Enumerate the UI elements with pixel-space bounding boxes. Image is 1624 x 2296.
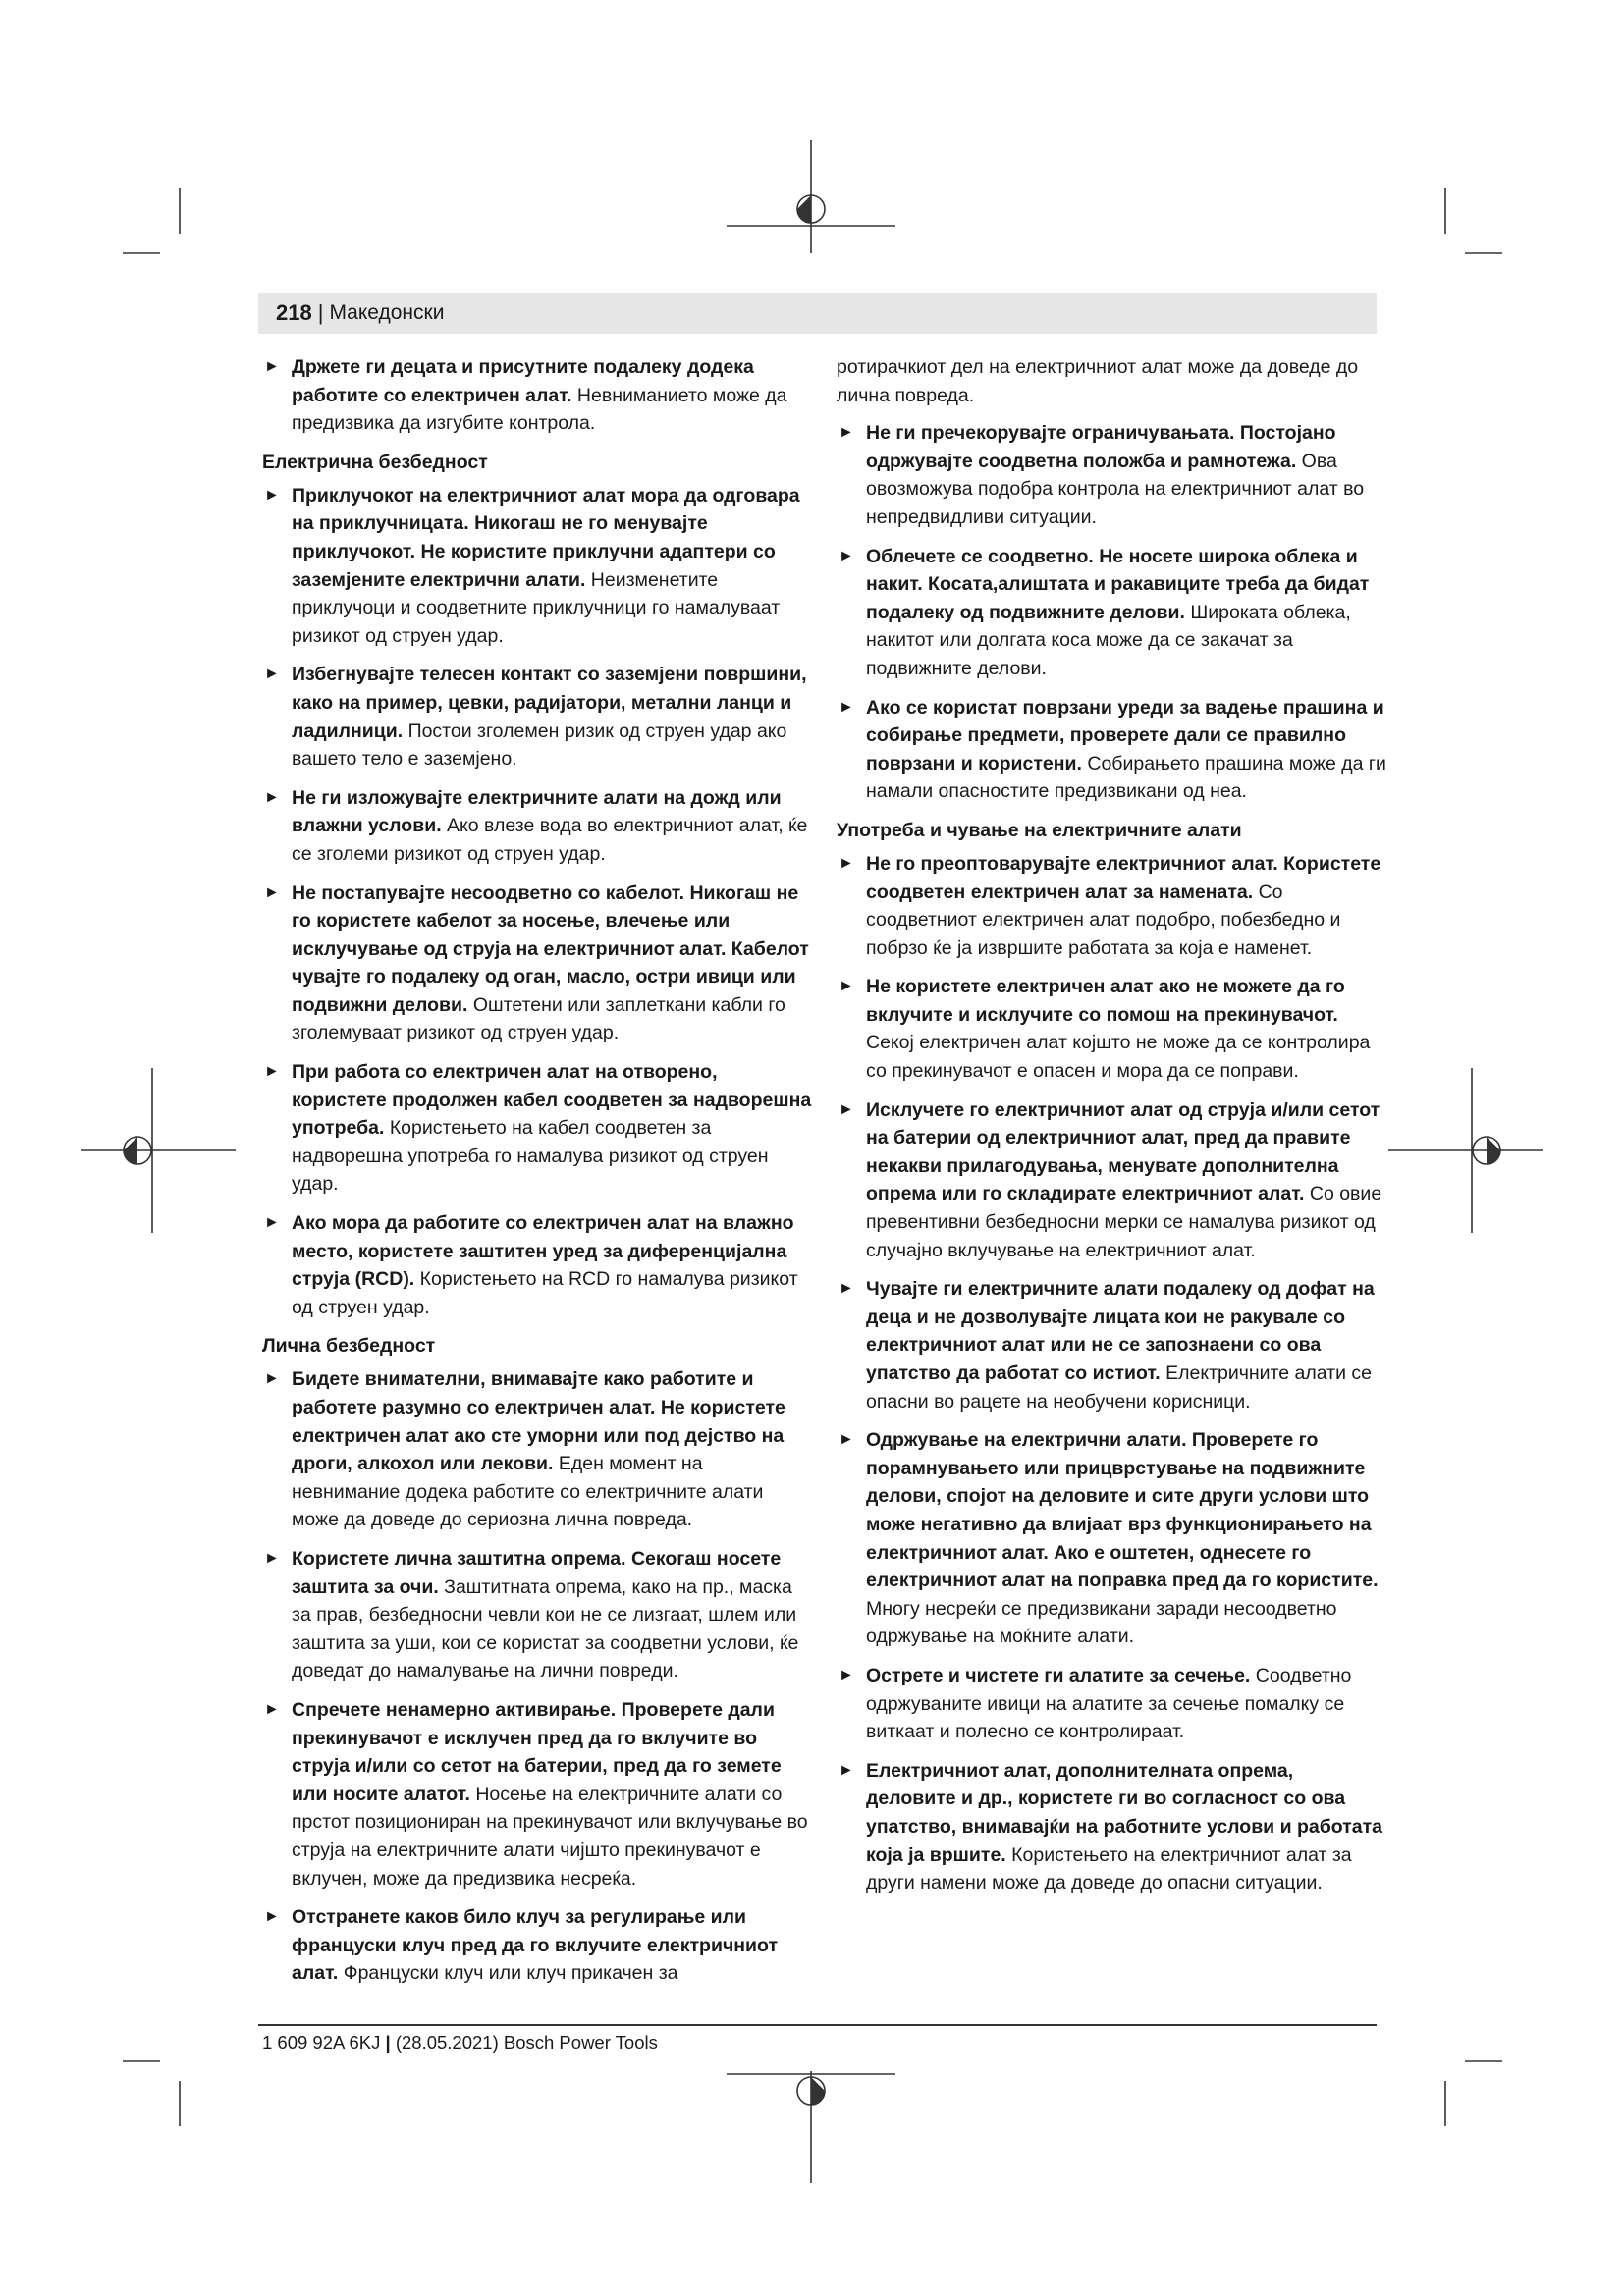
bullet-icon: ► xyxy=(264,1214,280,1232)
bullet-icon: ► xyxy=(839,698,854,716)
bullet-icon: ► xyxy=(264,1370,280,1388)
list-item: ► Спречете ненамерно активирање. Проверете дали прекинувачот е исклучен пред да го вклучите во струја и/или со сетот на батерии, пред да го земете или носите алатот. Носење на електричните алати со прстот позициониран на прекинувачот или вклучување во струја на електричните алати чијшто прекинувачот е вклучен, може да предизвика несреќа. xyxy=(262,1696,812,1893)
list-item: ► Отстранете каков било клуч за регулирање или француски клуч пред да го вклучите електричниот алат. Француски клуч или клуч прикачен за xyxy=(262,1903,812,1988)
list-item: ► Облечете се соодветно. Не носете широка облека и накит. Косата,алиштата и ракавиците треба да бидат подалеку од подвижните делови. Широката облека, накитот или долгата коса може да се закачат за подвижните делови. xyxy=(837,543,1386,683)
section-heading: Употреба и чување на електричните алати xyxy=(837,819,1242,841)
list-item: ► Избегнувајте телесен контакт со заземјени површини, како на пример, цевки, радијатори, метални ланци и ладилници. Постои зголемен ризик од струен удар ако вашето тело е заземјено. xyxy=(262,661,812,773)
list-item: ► Приклучокот на електричниот алат мора да одговара на приклучницата. Никогаш не го менувајте приклучокот. Не користите приклучни адаптери со заземјените електрични алати. Неизменетите приклучоци и соодветните приклучници го намалуваат ризикот од струен удар. xyxy=(262,482,812,651)
list-item: ► Не го преоптоварувајте електричниот алат. Користете соодветен електричен алат за намената. Со соодветниот електричен алат подобро, побезбедно и побрзо ќе ја извршите работата за која е наменет. xyxy=(837,850,1386,962)
footer-code: 1 609 92A 6KJ xyxy=(262,2032,381,2053)
section-heading: Електрична безбедност xyxy=(262,451,488,473)
page-number: 218 xyxy=(276,300,312,325)
footer-date-brand: (28.05.2021) Bosch Power Tools xyxy=(395,2032,658,2053)
list-item: ► Не користете електричен алат ако не можете да го вклучите и исклучите со помош на прекинувачот. Секој електричен алат којшто не може да се контролира со прекинувачот е опасен и мора да се поправи. xyxy=(837,973,1386,1085)
bullet-icon: ► xyxy=(264,358,280,375)
section-heading: Лична безбедност xyxy=(262,1335,436,1358)
list-item: ► Одржување на електрични алати. Проверете го порамнувањето или прицврстување на подвижните делови, спојот на деловите и сите други услови што може негативно да влијаат врз функционирањето на електричниот алат. Ако е оштетен, однесете го електричниот алат на поправка пред да го користите. Многу несреќи се предизвикани заради несоодветно одржување на моќните алати. xyxy=(837,1426,1386,1651)
list-item: ► Исклучете го електричниот алат од струја и/или сетот на батерии од електричниот алат, пред да правите некакви прилагодувања, менувате дополнителна опрема или го складирате електричниот алат. Со овие превентивни безбедносни мерки се намалува ризикот од случајно вклучување на електричниот алат. xyxy=(837,1096,1386,1265)
list-item: ► Ако мора да работите со електричен алат на влажно место, користете заштитен уред за диференцијална струја (RCD). Користењето на RCD го намалува ризикот од струен удар. xyxy=(262,1209,812,1321)
list-item: ► Не ги пречекорувајте ограничувањата. Постојано одржувајте соодветна положба и рамнотежа. Ова овозможува подобра контрола на електричниот алат во непредвидливи ситуации. xyxy=(837,419,1386,531)
bullet-icon: ► xyxy=(264,883,280,901)
page-footer xyxy=(262,2032,658,2054)
list-item: ► Држете ги децата и присутните подалеку додека работите со електричен алат. Невниманието може да предизвика да изгубите контрола. xyxy=(262,353,812,438)
bullet-icon: ► xyxy=(839,854,854,872)
bullet-icon: ► xyxy=(264,1700,280,1718)
bullet-icon: ► xyxy=(264,1549,280,1567)
bullet-icon: ► xyxy=(264,1908,280,1926)
bullet-icon: ► xyxy=(264,666,280,683)
list-item: ► Чувајте ги електричните алати подалеку од дофат на деца и не дозволувајте лицата кои не ракувале со електричниот алат или не се запознаени со ова упатство да работат со истиот. Електричните алати се опасни во рацете на необучени корисници. xyxy=(837,1275,1386,1415)
list-item: ► Користете лична заштитна опрема. Секогаш носете заштита за очи. Заштитната опрема, како на пр., маска за прав, безбедносни чевли кои не се лизгаат, шлем или заштита за уши, кои се користат за соодветни услови, ќе доведат до намалување на лични повреди. xyxy=(262,1545,812,1685)
bullet-icon: ► xyxy=(839,424,854,442)
header-separator: | xyxy=(317,300,324,325)
page-header xyxy=(258,293,1377,334)
list-item: ► Острете и чистете ги алатите за сечење. Соодветно одржуваните ивици на алатите за сечење помалку се виткаат и полесно се контролираат. xyxy=(837,1662,1386,1746)
list-item: ► При работа со електричен алат на отворено, користете продолжен кабел соодветен за надворешна употреба. Користењето на кабел соодветен за надворешна употреба го намалува ризикот од струен удар. xyxy=(262,1058,812,1199)
bullet-icon: ► xyxy=(839,547,854,564)
list-item: ► Не ги изложувајте електричните алати на дожд или влажни услови. Ако влезе вода во електричниот алат, ќе се зголеми ризикот од струен удар. xyxy=(262,784,812,869)
bullet-icon: ► xyxy=(839,1280,854,1298)
bullet-icon: ► xyxy=(839,1100,854,1118)
list-item: ► Бидете внимателни, внимавајте како работите и работете разумно со електричен алат. Не користете електричен алат ако сте уморни или под дејство на дроги, алкохол или лекови. Еден момент на невнимание додека работите со електричните алати може да доведе до сериозна лична повреда. xyxy=(262,1365,812,1534)
list-item: ► Не постапувајте несоодветно со кабелот. Никогаш не го користете кабелот за носење, влечење или исклучување од струја на електричниот алат. Кабелот чувајте го подалеку од оган, масло, остри ивици или подвижни делови. Оштетени или заплеткани кабли го зголемуваат ризикот од струен удар. xyxy=(262,880,812,1048)
bullet-icon: ► xyxy=(839,1431,854,1449)
left-column xyxy=(262,353,812,1999)
bullet-icon: ► xyxy=(839,1761,854,1779)
language-label: Македонски xyxy=(329,301,445,324)
continued-text: ротирачкиот дел на електричниот алат може да доведе до лична повреда. xyxy=(837,356,1359,406)
bullet-icon: ► xyxy=(264,788,280,806)
bullet-icon: ► xyxy=(264,486,280,504)
footer-separator: | xyxy=(385,2032,391,2053)
bullet-icon: ► xyxy=(839,978,854,995)
right-column xyxy=(837,353,1386,1908)
bullet-icon: ► xyxy=(264,1063,280,1081)
list-item: ► Електричниот алат, дополнителната опрема, деловите и др., користете ги во согласност со ова упатство, внимавајќи на работните услови и работата која ја вршите. Користењето на електричниот алат за други намени може да доведе до опасни ситуации. xyxy=(837,1757,1386,1897)
bullet-icon: ► xyxy=(839,1666,854,1683)
footer-rule xyxy=(258,2024,1377,2026)
list-item: ► Ако се користат поврзани уреди за вадење прашина и собирање предмети, проверете дали се правилно поврзани и користени. Собирањето прашина може да ги намали опасностите предизвикани од неа. xyxy=(837,694,1386,806)
